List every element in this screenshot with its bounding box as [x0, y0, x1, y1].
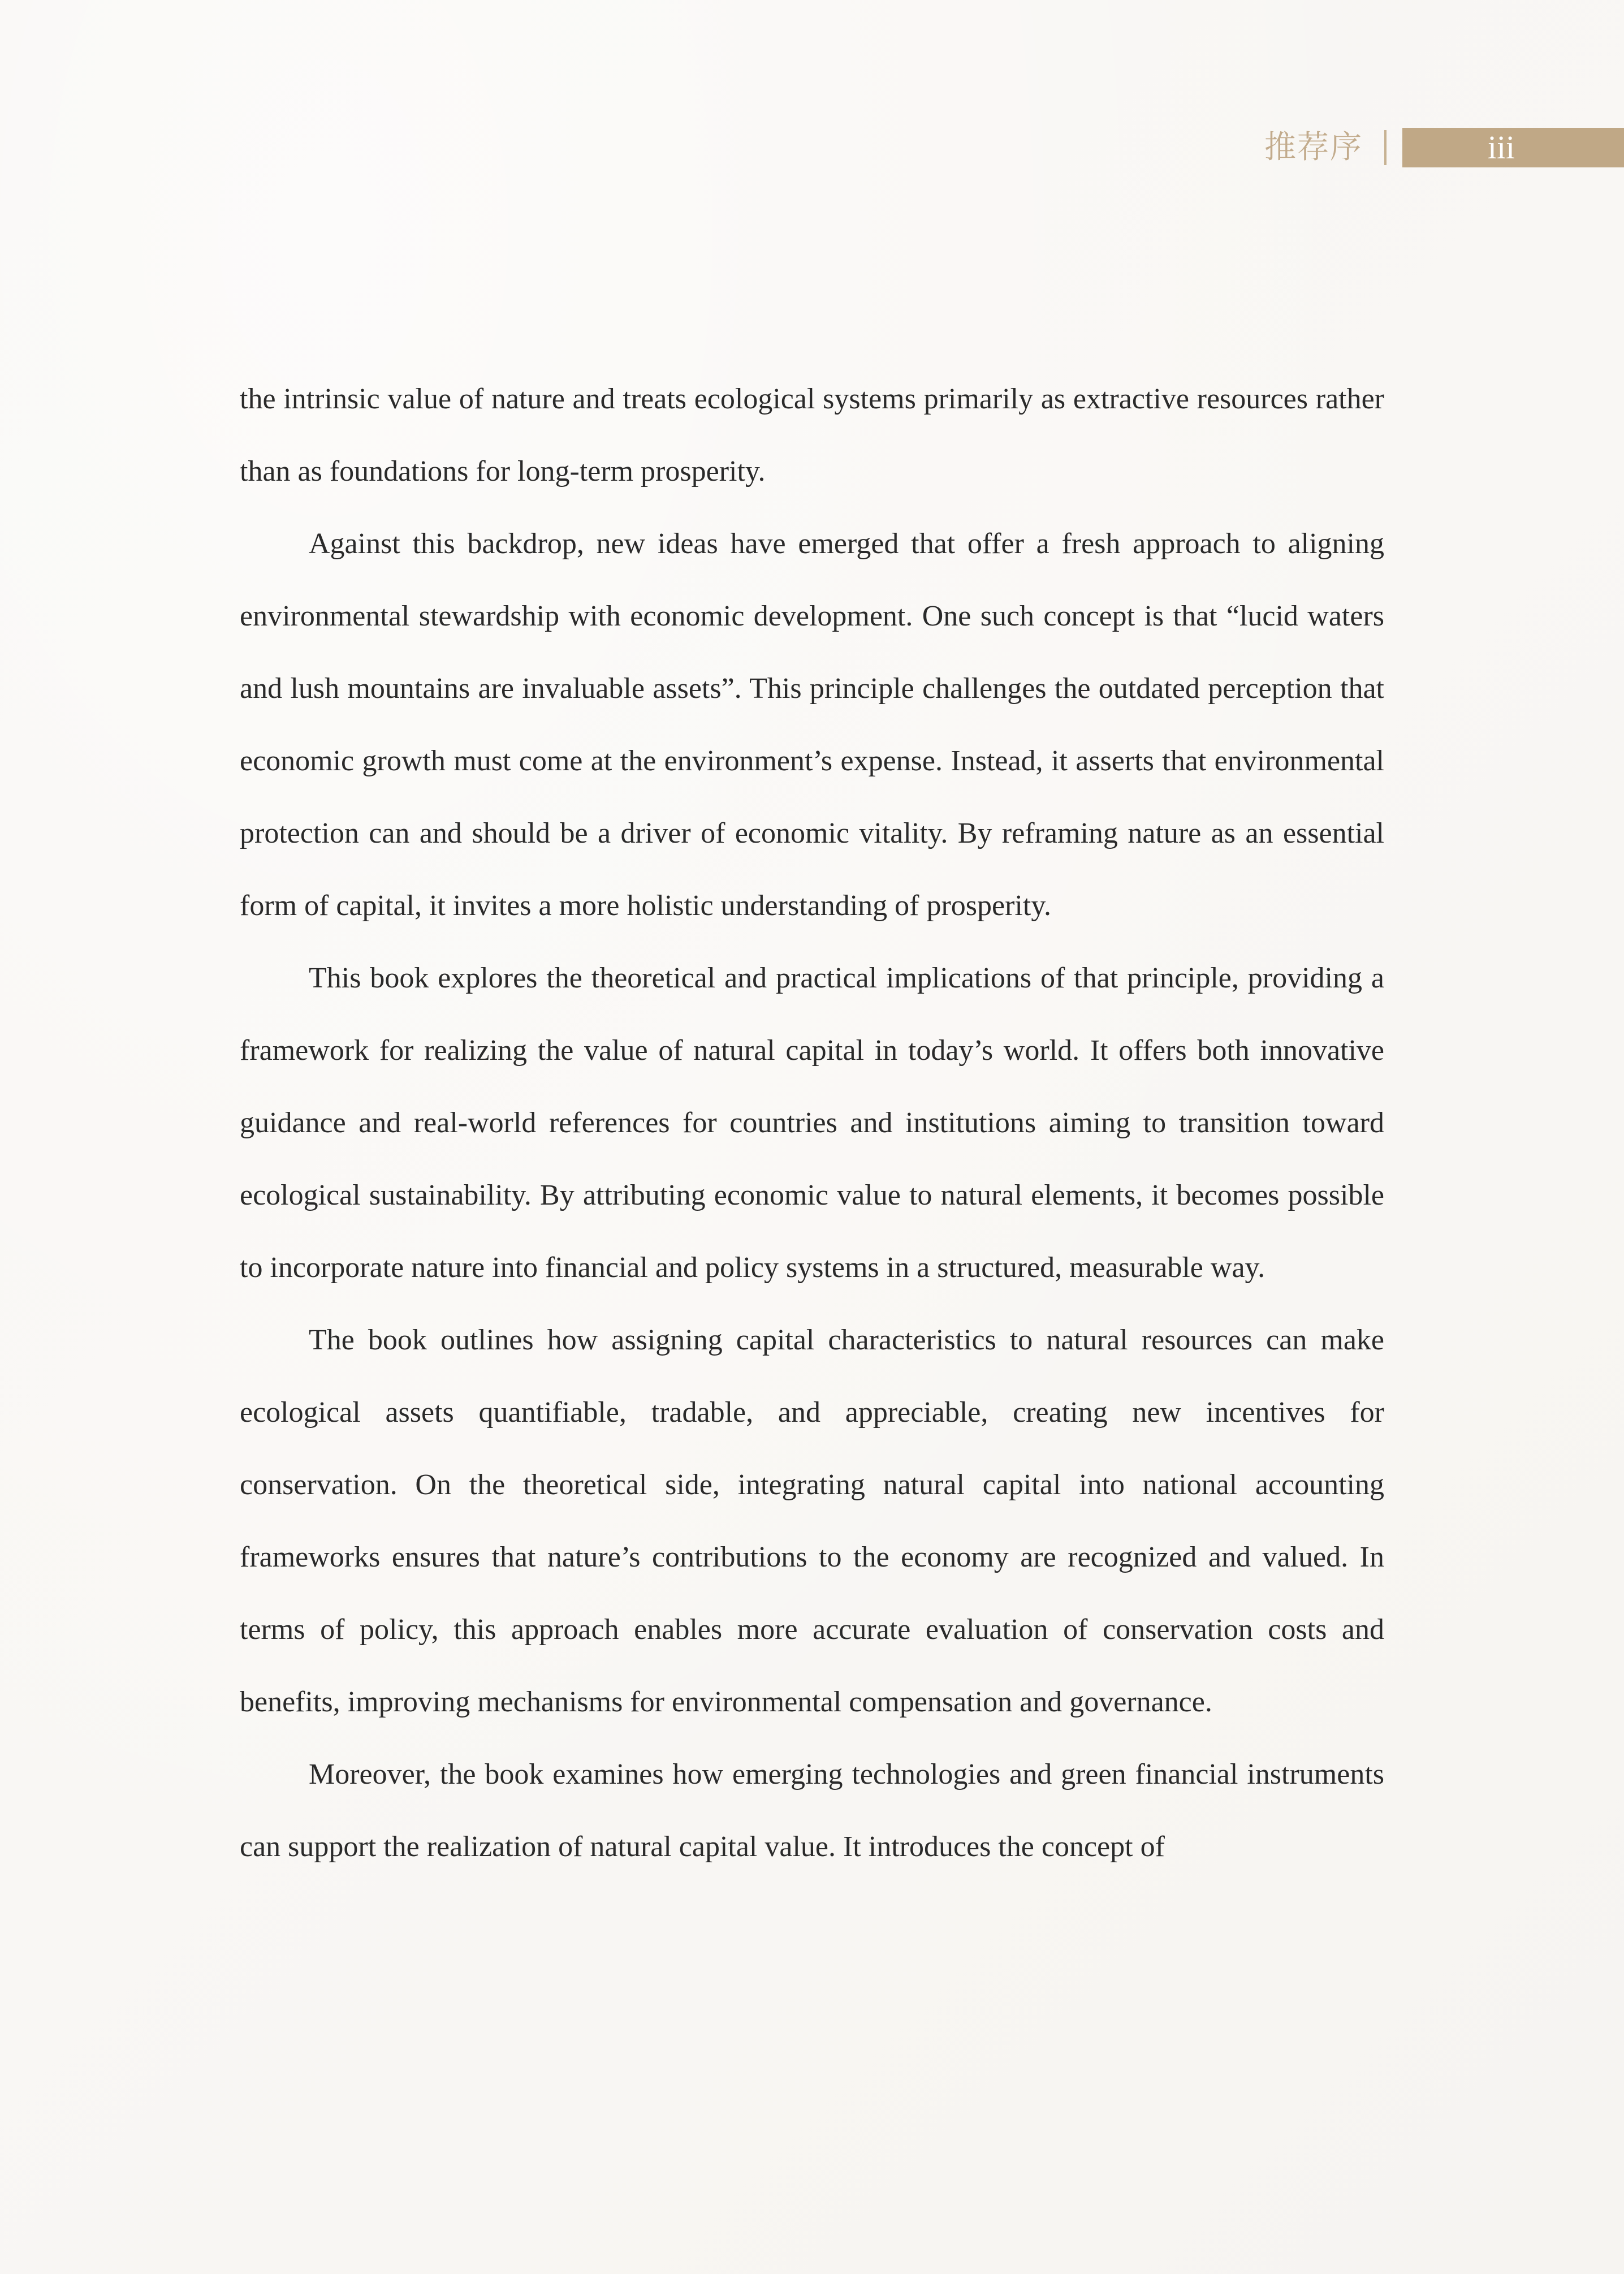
- paragraph: This book explores the theoretical and practical implications of that principle, providing a framework for realizing the value of natural capital in today’s world. It offers both innovative guidance and real-world references for countries and institutions aiming to transition toward ecological sustainability. By attributing economic value to natural elements, it becomes possible to incorporate nature into financial and policy systems in a structured, measurable way.: [240, 962, 1384, 1284]
- running-header: [0, 128, 1624, 167]
- page-number: iii: [1487, 129, 1515, 166]
- body-text: [240, 363, 1384, 1883]
- paragraph: The book outlines how assigning capital characteristics to natural resources can make ecological assets quantifiable, tradable, and appreciable, creating new incentives for conservation. On the theoretical side, integrating natural capital into national accounting frameworks ensures that nature’s contributions to the economy are recognized and valued. In terms of policy, this approach enables more accurate evaluation of conservation costs and benefits, improving mechanisms for environmental compensation and governance.: [240, 1324, 1384, 1718]
- header-divider: [1384, 130, 1387, 165]
- paragraph-continuation: the intrinsic value of nature and treats ecological systems primarily as extractive resources rather than as foundations for long-term prosperity.: [240, 383, 1384, 487]
- section-title: 推荐序: [1264, 129, 1363, 166]
- paragraph: Moreover, the book examines how emerging technologies and green financial instruments can support the realization of natural capital value. It introduces the concept of: [240, 1758, 1384, 1863]
- paragraph: Against this backdrop, new ideas have emerged that offer a fresh approach to aligning environmental stewardship with economic development. One such concept is that “lucid waters and lush mountains are invaluable assets”. This principle challenges the outdated perception that economic growth must come at the environment’s expense. Instead, it asserts that environmental protection can and should be a driver of economic vitality. By reframing nature as an essential form of capital, it invites a more holistic understanding of prosperity.: [240, 528, 1384, 922]
- page-number-tab: [1402, 128, 1624, 167]
